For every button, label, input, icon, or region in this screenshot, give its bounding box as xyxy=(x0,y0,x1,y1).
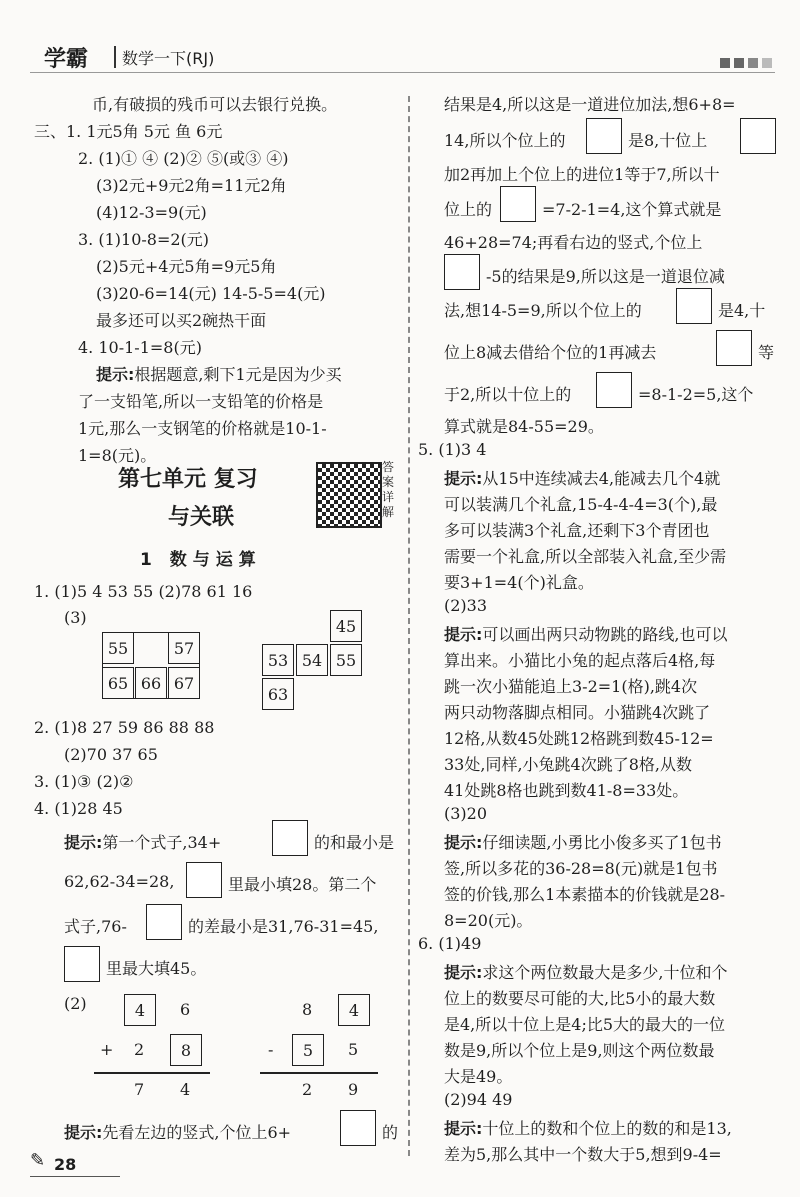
blank-box xyxy=(716,330,752,366)
header-decor-square xyxy=(748,58,758,68)
hint-label: 提示: xyxy=(444,833,483,852)
blank-box xyxy=(676,288,712,324)
hint-text: 签的价钱,那么1本素描本的价钱就是28- xyxy=(444,885,726,904)
answer-line: 2. (1)① ④ (2)② ⑤(或③ ④) xyxy=(78,149,289,168)
hint-text: 签,所以多花的36-28=8(元)就是1包书 xyxy=(444,859,718,878)
answer-line: (2)70 37 65 xyxy=(64,745,158,764)
section-title: 1 数与运算 xyxy=(140,550,262,570)
column-divider xyxy=(408,96,410,1156)
unit-title: 第七单元 复习 xyxy=(118,467,258,492)
hint-text: 是8,十位上 xyxy=(628,131,708,150)
answer-line: (2)33 xyxy=(444,596,488,615)
digit: 7 xyxy=(134,1080,145,1099)
blank-box xyxy=(596,372,632,408)
operator: + xyxy=(100,1040,114,1059)
blank-box xyxy=(272,820,308,856)
sum-line xyxy=(94,1072,210,1074)
answer-line: 3. (1)③ (2)② xyxy=(34,772,134,791)
hint-text: 里最大填45。 xyxy=(106,959,207,978)
hint-text: 式子,76- xyxy=(64,917,127,936)
answer-line: 最多还可以买2碗热干面 xyxy=(96,311,267,330)
qr-label: 答案详解 xyxy=(382,460,395,519)
answer-line: 6. (1)49 xyxy=(418,934,482,953)
blank-box xyxy=(500,186,536,222)
hint-line xyxy=(444,622,728,645)
hint-text: 可以画出两只动物跳的路线,也可以 xyxy=(482,625,728,644)
answer-line: 2. (1)8 27 59 86 88 88 xyxy=(34,718,215,737)
answer-line: (3)2元+9元2角=11元2角 xyxy=(96,176,287,195)
hint-text: 的和最小是 xyxy=(314,833,395,852)
book-title: 数学一下(RJ) xyxy=(122,49,215,68)
hint-text: 多可以装满3个礼盒,还剩下3个青团也 xyxy=(444,521,710,540)
hint-text: 大是49。 xyxy=(444,1067,513,1086)
hint-text: 结果是4,所以这是一道进位加法,想6+8= xyxy=(444,95,736,114)
hint-line: 了一支铅笔,所以一支铅笔的价格是 xyxy=(78,392,324,411)
blank-box xyxy=(340,1110,376,1146)
answer-line: 三、1. 1元5角 5元 鱼 6元 xyxy=(34,122,223,141)
header-separator xyxy=(114,46,116,68)
hint-text: 仔细读题,小勇比小俊多买了1包书 xyxy=(482,833,722,852)
page-number: 28 xyxy=(54,1155,77,1174)
hint-line xyxy=(64,830,221,853)
hint-text: 位上的 xyxy=(444,200,493,219)
footer-rule xyxy=(30,1176,120,1177)
hint-text: 的差最小是31,76-31=45, xyxy=(188,917,379,936)
blank-box xyxy=(740,118,776,154)
hint-line xyxy=(444,1116,732,1139)
hint-text: 的 xyxy=(382,1123,399,1142)
hint-text: 62,62-34=28, xyxy=(64,872,175,891)
hint-text: 14,所以个位上的 xyxy=(444,131,566,150)
hint-text: 于2,所以十位上的 xyxy=(444,385,572,404)
hint-label: 提示: xyxy=(444,469,483,488)
hint-line xyxy=(444,830,722,853)
pencil-icon: ✎ xyxy=(30,1150,46,1171)
operator: - xyxy=(268,1040,274,1059)
hint-text: 算式就是84-55=29。 xyxy=(444,417,604,436)
text-line: 币,有破损的残币可以去银行兑换。 xyxy=(92,95,338,114)
hint-text: 要3+1=4(个)礼盒。 xyxy=(444,573,594,592)
blank-box xyxy=(146,904,182,940)
hint-text: 求这个两位数最大是多少,十位和个 xyxy=(482,963,728,982)
hint-line: 1元,那么一支钢笔的价格就是10-1- xyxy=(78,419,327,438)
hint-line xyxy=(444,960,728,983)
answer-line: 3. (1)10-8=2(元) xyxy=(78,230,210,249)
grid-cell: 45 xyxy=(330,610,362,642)
digit: 2 xyxy=(302,1080,313,1099)
brand-logo: 学霸 xyxy=(44,47,89,72)
blank-box xyxy=(64,946,100,982)
header-decor-square xyxy=(720,58,730,68)
hint-text: 位上8减去借给个位的1再减去 xyxy=(444,343,657,362)
grid-frame xyxy=(102,632,200,699)
hint-text: 里最小填28。第二个 xyxy=(228,875,377,894)
header-decor-square xyxy=(762,58,772,68)
digit-box: 4 xyxy=(338,994,370,1026)
hint-text: 十位上的数和个位上的数的和是13, xyxy=(482,1119,732,1138)
hint-text: 是4,所以十位上是4;比5大的最大的一位 xyxy=(444,1015,726,1034)
digit-box: 5 xyxy=(292,1034,324,1066)
digit: 2 xyxy=(134,1040,145,1059)
hint-text: 等 xyxy=(758,343,775,362)
hint-text: 加2再加上个位上的进位1等于7,所以十 xyxy=(444,165,720,184)
hint-line xyxy=(64,1120,291,1143)
answer-line: (4)12-3=9(元) xyxy=(96,203,207,222)
answer-line: 4. (1)28 45 xyxy=(34,799,123,818)
hint-text: -5的结果是9,所以这是一道退位减 xyxy=(486,267,725,286)
hint-text: 第一个式子,34+ xyxy=(102,833,222,852)
hint-text: 法,想14-5=9,所以个位上的 xyxy=(444,301,642,320)
hint-text: 需要一个礼盒,所以全部装入礼盒,至少需 xyxy=(444,547,727,566)
digit-box: 8 xyxy=(170,1034,202,1066)
hint-label: 提示: xyxy=(444,625,483,644)
answer-line: (2) xyxy=(64,994,87,1013)
hint-line xyxy=(444,466,720,489)
grid-cell: 65 xyxy=(102,667,134,699)
blank-box xyxy=(444,254,480,290)
hint-text: =7-2-1=4,这个算式就是 xyxy=(542,200,722,219)
hint-text: 12格,从数45处跳12格跳到数45-12= xyxy=(444,729,714,748)
blank-box xyxy=(186,862,222,898)
digit: 9 xyxy=(348,1080,359,1099)
answer-line: (3) xyxy=(64,608,87,627)
digit-box: 4 xyxy=(124,994,156,1026)
grid-cell: 63 xyxy=(262,678,294,710)
hint-text: 41处跳8格也跳到数41-8=33处。 xyxy=(444,781,689,800)
digit: 4 xyxy=(180,1080,191,1099)
hint-label: 提示: xyxy=(444,1119,483,1138)
hint-label: 提示: xyxy=(64,1123,103,1142)
hint-text: 33处,同样,小兔跳4次跳了8格,从数 xyxy=(444,755,692,774)
blank-box xyxy=(586,118,622,154)
grid-cell: 53 xyxy=(262,644,294,676)
hint-label: 提示: xyxy=(444,963,483,982)
hint-line xyxy=(96,362,342,385)
qr-code-icon[interactable] xyxy=(316,462,382,528)
digit: 8 xyxy=(302,1000,313,1019)
hint-text: 可以装满几个礼盒,15-4-4-4=3(个),最 xyxy=(444,495,718,514)
header-decor-square xyxy=(734,58,744,68)
hint-text: 根据题意,剩下1元是因为少买 xyxy=(134,365,342,384)
hint-label: 提示: xyxy=(96,365,135,384)
hint-line: 1=8(元)。 xyxy=(78,446,157,465)
hint-text: 数是9,所以个位上是9,则这个两位数最 xyxy=(444,1041,715,1060)
grid-cell: 55 xyxy=(102,632,134,664)
hint-text: 是4,十 xyxy=(718,301,766,320)
hint-text: 位上的数要尽可能的大,比5小的最大数 xyxy=(444,989,716,1008)
grid-cell: 67 xyxy=(168,667,200,699)
hint-text: 46+28=74;再看右边的竖式,个位上 xyxy=(444,233,703,252)
unit-subtitle: 与关联 xyxy=(168,505,235,530)
hint-text: 从15中连续减去4,能减去几个4就 xyxy=(482,469,721,488)
digit: 6 xyxy=(180,1000,191,1019)
hint-text: 算出来。小猫比小兔的起点落后4格,每 xyxy=(444,651,716,670)
grid-cell: 54 xyxy=(296,644,328,676)
answer-line: 4. 10-1-1=8(元) xyxy=(78,338,202,357)
grid-cell: 55 xyxy=(330,644,362,676)
answer-line: (2)5元+4元5角=9元5角 xyxy=(96,257,277,276)
answer-line: (3)20-6=14(元) 14-5-5=4(元) xyxy=(96,284,326,303)
hint-text: 差为5,那么其中一个数大于5,想到9-4= xyxy=(444,1145,722,1164)
hint-text: =8-1-2=5,这个 xyxy=(638,385,754,404)
difference-line xyxy=(260,1072,378,1074)
grid-cell: 57 xyxy=(168,632,200,664)
header-rule xyxy=(30,72,775,73)
hint-text: 8=20(元)。 xyxy=(444,911,533,930)
grid-cell: 66 xyxy=(135,667,167,699)
hint-text: 先看左边的竖式,个位上6+ xyxy=(102,1123,292,1142)
answer-line: (2)94 49 xyxy=(444,1090,513,1109)
hint-text: 两只动物落脚点相同。小猫跳4次跳了 xyxy=(444,703,711,722)
answer-line: 1. (1)5 4 53 55 (2)78 61 16 xyxy=(34,582,253,601)
hint-label: 提示: xyxy=(64,833,103,852)
hint-text: 跳一次小猫能追上3-2=1(格),跳4次 xyxy=(444,677,698,696)
answer-line: 5. (1)3 4 xyxy=(418,440,487,459)
answer-line: (3)20 xyxy=(444,804,488,823)
digit: 5 xyxy=(348,1040,359,1059)
